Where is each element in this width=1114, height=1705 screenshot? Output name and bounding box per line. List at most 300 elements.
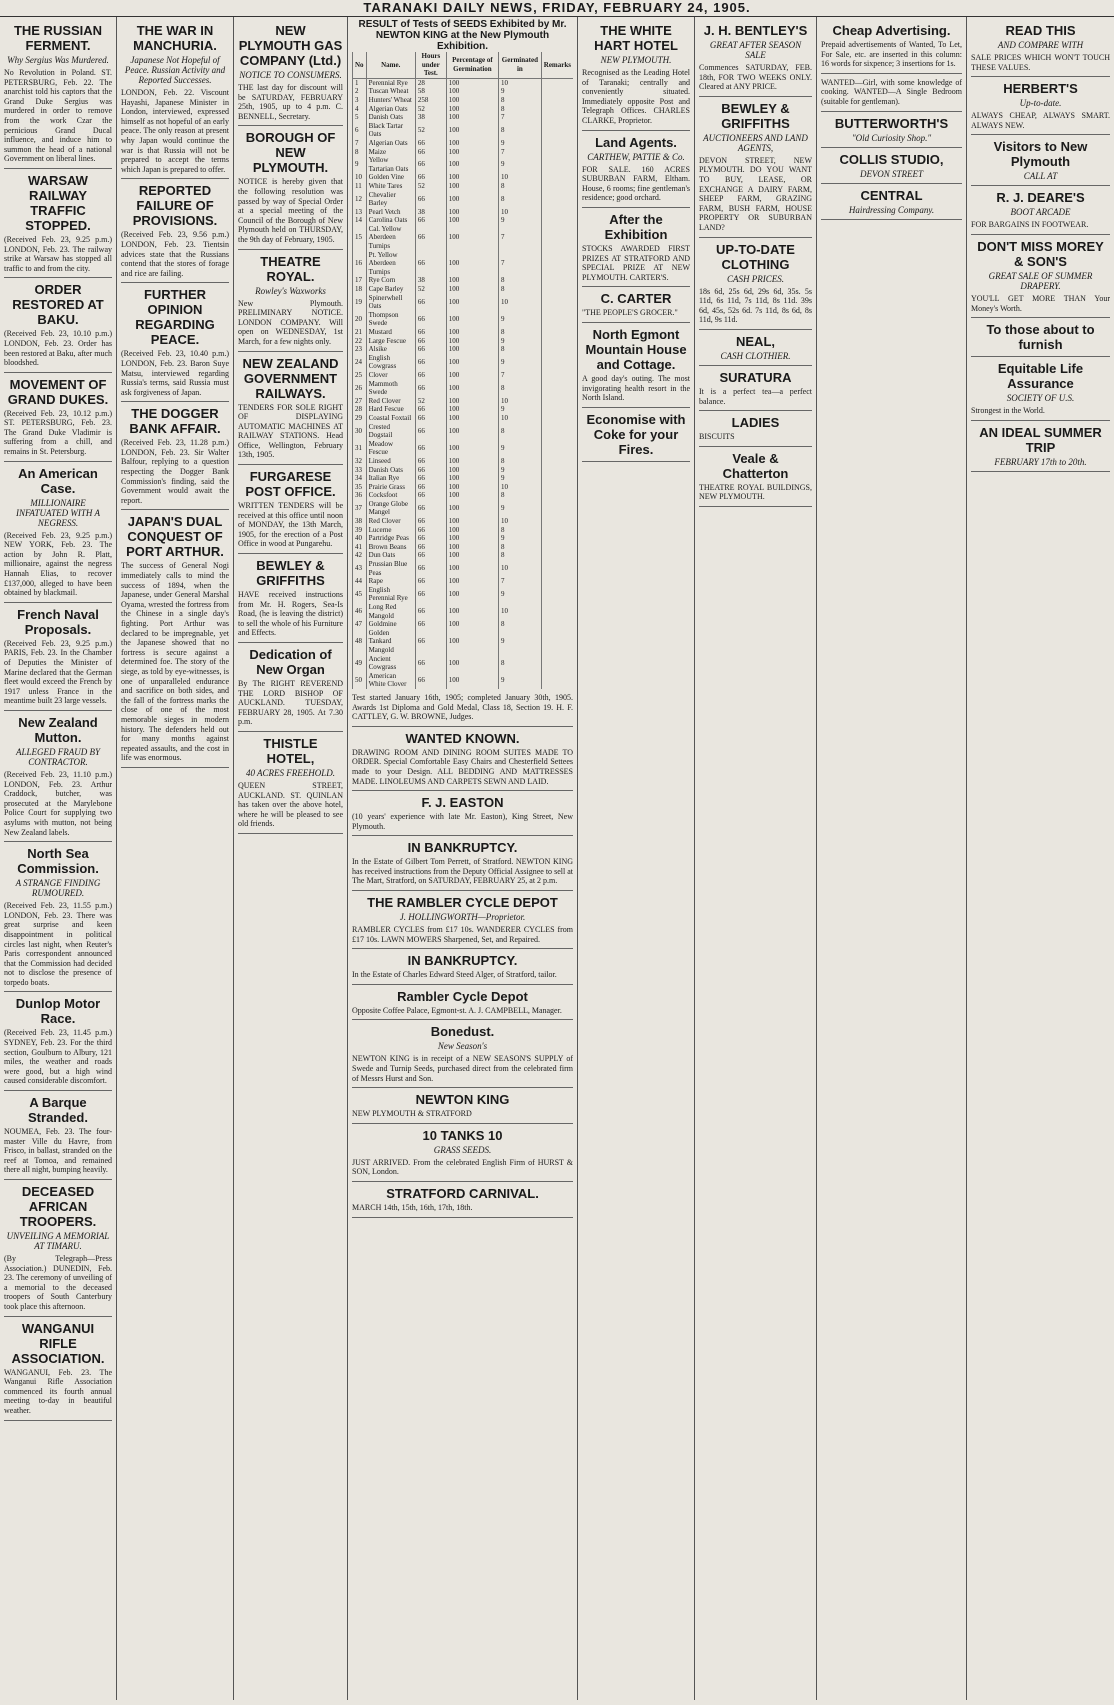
table-cell: 10: [499, 517, 542, 526]
article-body: (By Telegraph—Press Association.) DUNEDIN, Feb. 23. The ceremony of unveiling of a memorial to the deceased troopers of South Canterbury took place this afternoon.: [4, 1254, 112, 1311]
table-row: [353, 182, 574, 191]
article-body: (Received Feb. 23, 9.25 p.m.) LONDON, Feb. 23. The railway strike at Warsaw has stopped all traffic to and from the city.: [4, 234, 112, 273]
divider: [4, 168, 112, 169]
table-cell: 35: [353, 483, 367, 492]
table-cell: [541, 251, 573, 277]
article: [121, 287, 229, 402]
article-body: NEWTON KING is in receipt of a NEW SEASON'S SUPPLY of Swede and Turnip Seeds, purchased direct from the celebrated firm of Messrs Hurst and Son.: [352, 1054, 573, 1083]
table-cell: Mammoth Swede: [366, 380, 415, 397]
article-headline: Cheap Advertising.: [832, 23, 951, 38]
table-cell: 3: [353, 96, 367, 105]
article: [582, 212, 690, 287]
table-cell: 26: [353, 380, 367, 397]
article-subheadline: AUCTIONEERS AND LAND AGENTS,: [703, 132, 808, 153]
table-cell: 66: [415, 380, 446, 397]
article-body: NOUMEA, Feb. 23. The four-master Ville du Havre, from Frisco, in ballast, stranded on the reef at Tomoa, and remained there all night, bumping heavily.: [4, 1127, 112, 1175]
table-cell: 100: [446, 96, 498, 105]
article-headline: After the Exhibition: [604, 211, 668, 242]
table-cell: 9: [353, 156, 367, 173]
article-body: Commences SATURDAY, FEB. 18th, FOR TWO WEEKS ONLY. Cleared at ANY PRICE.: [699, 63, 812, 92]
table-row: [353, 208, 574, 217]
article-body: In the Estate of Charles Edward Steed Alger, of Stratford, tailor.: [352, 970, 557, 980]
table-cell: 10: [353, 173, 367, 182]
divider: [4, 1420, 112, 1421]
column-1: [0, 17, 117, 1700]
table-cell: 52: [415, 105, 446, 114]
table-cell: 100: [446, 208, 498, 217]
table-cell: 9: [499, 586, 542, 603]
article-headline: BUTTERWORTH'S: [834, 115, 949, 131]
article-headline: THISTLE HOTEL,: [263, 735, 318, 766]
divider: [238, 731, 343, 732]
article-body: FOR SALE. 160 ACRES SUBURBAN FARM, Eltham. House, 6 rooms; fine gentleman's residence; good orchard.: [582, 164, 690, 203]
table-row: [353, 337, 574, 346]
table-cell: 100: [446, 397, 498, 406]
article-body: (Received Feb. 23, 10.10 p.m.) LONDON, Feb. 23. Order has been restored at Baku, after much bloodshed.: [4, 329, 112, 368]
article-headline: IN BANKRUPTCY.: [407, 840, 518, 856]
article: [352, 795, 573, 836]
table-cell: 23: [353, 345, 367, 354]
table-cell: 20: [353, 311, 367, 328]
table-cell: 8: [499, 423, 542, 440]
table-cell: Partridge Peas: [366, 534, 415, 543]
table-cell: 8: [499, 526, 542, 535]
table-row: [353, 225, 574, 251]
table-cell: Cape Barley: [366, 285, 415, 294]
table-cell: 100: [446, 345, 498, 354]
table-cell: [541, 139, 573, 148]
table-row: [353, 672, 574, 689]
article: [121, 23, 229, 179]
article: [352, 953, 573, 985]
table-cell: Rye Corn: [366, 276, 415, 285]
table-cell: [541, 87, 573, 96]
table-cell: 28: [415, 78, 446, 87]
table-cell: 66: [415, 328, 446, 337]
table-cell: [541, 380, 573, 397]
table-row: [353, 500, 574, 517]
divider: [4, 1316, 112, 1317]
table-cell: 100: [446, 577, 498, 586]
article-headline: BEWLEY & GRIFFITHS: [721, 100, 790, 131]
article-headline: Economise with Coke for your Fires.: [586, 411, 686, 457]
table-cell: 100: [446, 560, 498, 577]
table-cell: 100: [446, 371, 498, 380]
article-body: (Received Feb. 23, 9.56 p.m.) LONDON, Feb. 23. Tientsin advices state that the Russians contend that the stores of forage and rice are failing.: [121, 230, 229, 278]
article-body: (Received Feb. 23, 9.25 p.m.) PARIS, Feb. 23. In the Chamber of Deputies the Minister of Marine declared that the German fleet would exceed the French by 1917 unless France in the meantime built 23 large vessels.: [4, 638, 112, 706]
table-cell: Lucerne: [366, 526, 415, 535]
divider: [352, 948, 573, 949]
article-headline: WANGANUI RIFLE ASSOCIATION.: [11, 1320, 105, 1366]
table-cell: 100: [446, 483, 498, 492]
article-subheadline: Why Sergius Was Murdered.: [7, 55, 109, 65]
divider: [971, 356, 1110, 357]
table-cell: 46: [353, 603, 367, 620]
article-subheadline: J. HOLLINGWORTH—Proprietor.: [399, 912, 526, 923]
article: [352, 1128, 573, 1182]
seeds-footer: Test started January 16th, 1905; completed January 30th, 1905. Awards 1st Diploma and Gold Medal, Class 18, Section 19. H. F. CATTLEY, G. W. BROWNE, Judges.: [352, 692, 573, 722]
divider: [352, 1019, 573, 1020]
table-cell: 4: [353, 105, 367, 114]
table-cell: [541, 491, 573, 500]
table-cell: 100: [446, 78, 498, 87]
table-cell: 66: [415, 216, 446, 225]
article-headline: WANTED KNOWN.: [405, 730, 520, 746]
table-row: [353, 156, 574, 173]
table-cell: 66: [415, 337, 446, 346]
seeds-header-cell: Remarks: [541, 52, 573, 78]
article: [238, 736, 343, 834]
article-headline: UP-TO-DATE CLOTHING: [716, 241, 795, 272]
article: [121, 183, 229, 283]
table-cell: 100: [446, 337, 498, 346]
table-cell: 8: [353, 148, 367, 157]
article-subheadline: FEBRUARY 17th to 20th.: [994, 456, 1087, 467]
table-cell: 8: [499, 105, 542, 114]
table-cell: 10: [499, 294, 542, 311]
article-headline: North Sea Commission.: [17, 846, 99, 877]
table-cell: [541, 105, 573, 114]
table-row: [353, 423, 574, 440]
table-cell: Dun Oats: [366, 551, 415, 560]
divider: [238, 553, 343, 554]
table-cell: 52: [415, 122, 446, 139]
table-row: [353, 78, 574, 87]
divider: [352, 835, 573, 836]
table-cell: 8: [499, 457, 542, 466]
divider: [121, 178, 229, 179]
table-row: [353, 216, 574, 225]
divider: [238, 351, 343, 352]
table-cell: 100: [446, 122, 498, 139]
article-subheadline: NEW PLYMOUTH.: [600, 55, 672, 65]
divider: [821, 111, 962, 112]
divider: [971, 317, 1110, 318]
divider: [971, 234, 1110, 235]
table-cell: 100: [446, 285, 498, 294]
table-row: [353, 276, 574, 285]
article-subheadline: MILLIONAIRE INFATUATED WITH A NEGRESS.: [15, 497, 100, 528]
article: [821, 116, 962, 148]
table-cell: Linseed: [366, 457, 415, 466]
table-cell: 100: [446, 526, 498, 535]
table-row: [353, 655, 574, 672]
table-cell: 66: [415, 148, 446, 157]
article-subheadline: GREAT AFTER SEASON SALE: [709, 40, 802, 60]
seeds-title: RESULT of Tests of SEEDS Exhibited by Mr. NEWTON KING at the New Plymouth Exhibition.: [358, 19, 567, 52]
table-cell: English Cowgrass: [366, 354, 415, 371]
divider: [352, 1181, 573, 1182]
table-cell: 6: [353, 122, 367, 139]
article: [4, 466, 112, 603]
table-cell: 66: [415, 225, 446, 251]
table-cell: 28: [353, 405, 367, 414]
article-headline: French Naval Proposals.: [17, 606, 99, 637]
table-row: [353, 620, 574, 629]
table-row: [353, 397, 574, 406]
table-cell: 40: [353, 534, 367, 543]
table-row: [353, 551, 574, 560]
divider: [4, 277, 112, 278]
article-headline: THE WAR IN MANCHURIA.: [133, 23, 217, 53]
article-headline: THEATRE ROYAL.: [260, 253, 321, 284]
article-body: WRITTEN TENDERS will be received at this office until noon of MONDAY, the 13th March, 1905, for the erection of a Post Office in wood at Pungarehu.: [238, 501, 343, 549]
article-body: No Revolution in Poland. ST. PETERSBURG, Feb. 22. The anarchist told his captors that the Grand Duke Sergius was murdered in order to remove from the work Czar the pernicious Grand Ducal influence, and induce him to summon the head of a national Government on liberal lines.: [4, 68, 112, 164]
table-cell: [541, 294, 573, 311]
table-cell: [541, 517, 573, 526]
table-cell: Golden Tankard Mangold: [366, 629, 415, 655]
table-cell: Golden Vine: [366, 173, 415, 182]
article-headline: THE RUSSIAN FERMENT.: [13, 23, 103, 53]
table-cell: 47: [353, 620, 367, 629]
table-cell: 39: [353, 526, 367, 535]
table-row: [353, 96, 574, 105]
divider: [4, 841, 112, 842]
divider: [699, 329, 812, 330]
masthead: TARANAKI DAILY NEWS, FRIDAY, FEBRUARY 24, 1905.: [0, 0, 1114, 17]
table-cell: [541, 285, 573, 294]
article-body: THEATRE ROYAL BUILDINGS, NEW PLYMOUTH.: [699, 482, 812, 502]
table-cell: 10: [499, 173, 542, 182]
table-cell: [541, 620, 573, 629]
table-cell: 100: [446, 620, 498, 629]
table-cell: 100: [446, 534, 498, 543]
article: [4, 996, 112, 1091]
article-body: DEVON STREET, NEW PLYMOUTH. DO YOU WANT TO BUY, LEASE, OR EXCHANGE A DAIRY FARM, SHEEP FARM, GRAZING FARM, BUSH FARM, HOUSE PROPERTY OR SUBURBAN LAND?: [699, 155, 812, 232]
article-headline: North Egmont Mountain House and Cottage.: [585, 326, 687, 372]
article-body: Prepaid advertisements of Wanted, To Let, For Sale, etc. are inserted in this column: 16 words for sixpence; 3 insertions for 1s.: [821, 40, 962, 69]
article-headline: Rambler Cycle Depot: [397, 988, 528, 1004]
article-body: "THE PEOPLE'S GROCER.": [582, 308, 678, 318]
table-cell: 34: [353, 474, 367, 483]
table-row: [353, 113, 574, 122]
table-cell: Carolina Oats: [366, 216, 415, 225]
table-cell: 66: [415, 560, 446, 577]
divider: [582, 407, 690, 408]
article-subheadline: DEVON STREET: [860, 168, 923, 179]
article-headline: J. H. BENTLEY'S: [703, 23, 808, 38]
table-cell: [541, 122, 573, 139]
article-headline: MOVEMENT OF GRAND DUKES.: [7, 376, 109, 407]
table-cell: 52: [415, 397, 446, 406]
divider: [4, 372, 112, 373]
article-headline: FURTHER OPINION REGARDING PEACE.: [135, 287, 215, 348]
table-cell: [541, 655, 573, 672]
article-body: 18s 6d, 25s 6d, 29s 6d, 35s. 5s 11d, 6s 11d, 7s 11d, 8s 11d. 39s 6d, 45s, 52s 6d. 7s 11d, 8s 6d, 8s 11d, 9s 11d.: [699, 286, 812, 325]
article-headline: READ THIS: [1005, 23, 1076, 38]
table-cell: Italian Rye: [366, 474, 415, 483]
article-headline: A Barque Stranded.: [28, 1095, 88, 1126]
divider: [582, 461, 690, 462]
table-cell: [541, 526, 573, 535]
article-body: Strongest in the World.: [971, 406, 1045, 416]
table-cell: [541, 113, 573, 122]
article-body: JUST ARRIVED. From the celebrated English Firm of HURST & SON, London.: [352, 1157, 573, 1177]
article: [352, 1092, 573, 1124]
table-row: [353, 466, 574, 475]
table-cell: 66: [415, 491, 446, 500]
table-row: [353, 491, 574, 500]
table-cell: 66: [415, 577, 446, 586]
article: [238, 469, 343, 554]
table-row: [353, 139, 574, 148]
table-cell: [541, 577, 573, 586]
table-cell: 66: [415, 354, 446, 371]
table-row: [353, 534, 574, 543]
divider: [352, 1087, 573, 1088]
table-cell: Tuscan Wheat: [366, 87, 415, 96]
table-cell: [541, 474, 573, 483]
table-cell: [541, 191, 573, 208]
table-cell: 66: [415, 423, 446, 440]
seeds-table: [352, 52, 573, 689]
table-cell: 66: [415, 500, 446, 517]
table-cell: 48: [353, 629, 367, 655]
table-cell: 10: [499, 483, 542, 492]
divider: [699, 96, 812, 97]
table-row: [353, 251, 574, 277]
table-cell: 1: [353, 78, 367, 87]
table-cell: Long Red Mangold: [366, 603, 415, 620]
table-cell: 7: [499, 251, 542, 277]
table-cell: 100: [446, 457, 498, 466]
table-row: [353, 328, 574, 337]
article-subheadline: CASH CLOTHIER.: [720, 350, 791, 361]
table-cell: 8: [499, 380, 542, 397]
article: [4, 607, 112, 711]
article-headline: C. CARTER: [600, 291, 672, 307]
article-headline: 10 TANKS 10: [422, 1127, 503, 1143]
table-cell: 66: [415, 586, 446, 603]
divider: [352, 984, 573, 985]
table-cell: 66: [415, 371, 446, 380]
article: [582, 327, 690, 408]
table-cell: 9: [499, 534, 542, 543]
table-cell: 42: [353, 551, 367, 560]
seeds-header-cell: Percentage of Germination: [446, 52, 498, 78]
table-cell: 100: [446, 191, 498, 208]
divider: [971, 420, 1110, 421]
table-cell: 9: [499, 440, 542, 457]
divider: [821, 73, 962, 74]
article-subheadline: Japanese Not Hopeful of Peace. Russian Activity and Reported Successes.: [124, 55, 226, 85]
table-cell: Large Fescue: [366, 337, 415, 346]
table-cell: [541, 96, 573, 105]
article-headline: DECEASED AFRICAN TROOPERS.: [19, 1184, 97, 1229]
article: [238, 254, 343, 352]
table-cell: [541, 414, 573, 423]
article: [971, 139, 1110, 186]
table-cell: 25: [353, 371, 367, 380]
table-cell: 43: [353, 560, 367, 577]
table-cell: 66: [415, 672, 446, 689]
table-cell: Orange Globe Mangel: [366, 500, 415, 517]
table-cell: 66: [415, 414, 446, 423]
article-headline: NEAL,: [736, 333, 775, 349]
table-cell: 7: [499, 148, 542, 157]
table-cell: 7: [499, 113, 542, 122]
table-cell: Danish Oats: [366, 113, 415, 122]
article-headline: R. J. DEARE'S: [996, 190, 1085, 206]
table-cell: 100: [446, 156, 498, 173]
column-9: [967, 17, 1114, 1700]
table-cell: 8: [499, 191, 542, 208]
article-subheadline: "Old Curiosity Shop.": [851, 132, 932, 143]
table-cell: 10: [499, 603, 542, 620]
table-cell: Perennial Rye: [366, 78, 415, 87]
article: [582, 23, 690, 131]
article-subheadline: GREAT SALE OF SUMMER DRAPERY.: [988, 270, 1093, 291]
table-cell: 100: [446, 551, 498, 560]
table-cell: 8: [499, 655, 542, 672]
article: [4, 715, 112, 842]
table-cell: 100: [446, 148, 498, 157]
article: [821, 23, 962, 74]
article-headline: Equitable Life Assurance: [997, 361, 1084, 392]
table-cell: 66: [415, 534, 446, 543]
article-subheadline: CASH PRICES.: [727, 273, 784, 284]
article-headline: COLLIS STUDIO,: [839, 151, 944, 167]
article-body: ALWAYS CHEAP, ALWAYS SMART. ALWAYS NEW.: [971, 111, 1110, 130]
article: [971, 81, 1110, 135]
table-cell: [541, 371, 573, 380]
article: [352, 989, 573, 1021]
table-cell: 10: [499, 560, 542, 577]
table-cell: 9: [499, 139, 542, 148]
article-headline: JAPAN'S DUAL CONQUEST OF PORT ARTHUR.: [126, 514, 224, 560]
divider: [238, 833, 343, 834]
table-cell: 8: [499, 620, 542, 629]
article: [121, 406, 229, 510]
table-row: [353, 380, 574, 397]
table-cell: 9: [499, 156, 542, 173]
article-body: HAVE received instructions from Mr. H. Rogers, Sea-Is Road, (he is leaving the district) to sell the whole of his Furniture and Effects.: [238, 590, 343, 638]
table-cell: 45: [353, 586, 367, 603]
article-headline: New Zealand Mutton.: [18, 714, 98, 745]
article: [821, 152, 962, 184]
article-headline: NEW ZEALAND GOVERNMENT RAILWAYS.: [242, 355, 339, 401]
table-cell: 12: [353, 191, 367, 208]
article-subheadline: 40 ACRES FREEHOLD.: [245, 767, 336, 778]
table-row: [353, 294, 574, 311]
table-cell: 17: [353, 276, 367, 285]
table-cell: 8: [499, 543, 542, 552]
divider: [971, 471, 1110, 472]
table-cell: [541, 208, 573, 217]
table-cell: [541, 483, 573, 492]
table-cell: Meadow Fescue: [366, 440, 415, 457]
article: [971, 425, 1110, 472]
article-subheadline: A STRANGE FINDING RUMOURED.: [15, 878, 101, 899]
divider: [4, 1179, 112, 1180]
table-cell: Red Clover: [366, 517, 415, 526]
divider: [821, 219, 962, 220]
article: [699, 334, 812, 366]
table-cell: Rape: [366, 577, 415, 586]
article-body: RAMBLER CYCLES from £17 10s. WANDERER CYCLES from £17 10s. LAWN MOWERS Sharpened, Set, and Repaired.: [352, 925, 573, 944]
article-body: New Plymouth. PRELIMINARY NOTICE. LONDON COMPANY. Will open on WEDNESDAY, 1st March, for a few nights only.: [238, 298, 343, 346]
table-cell: English Perennial Rye: [366, 586, 415, 603]
article: [699, 451, 812, 507]
table-cell: 66: [415, 156, 446, 173]
table-cell: 66: [415, 139, 446, 148]
article: [821, 188, 962, 220]
table-cell: [541, 345, 573, 354]
table-row: [353, 87, 574, 96]
article: [4, 377, 112, 462]
table-cell: Crested Dogstail: [366, 423, 415, 440]
divider: [238, 249, 343, 250]
